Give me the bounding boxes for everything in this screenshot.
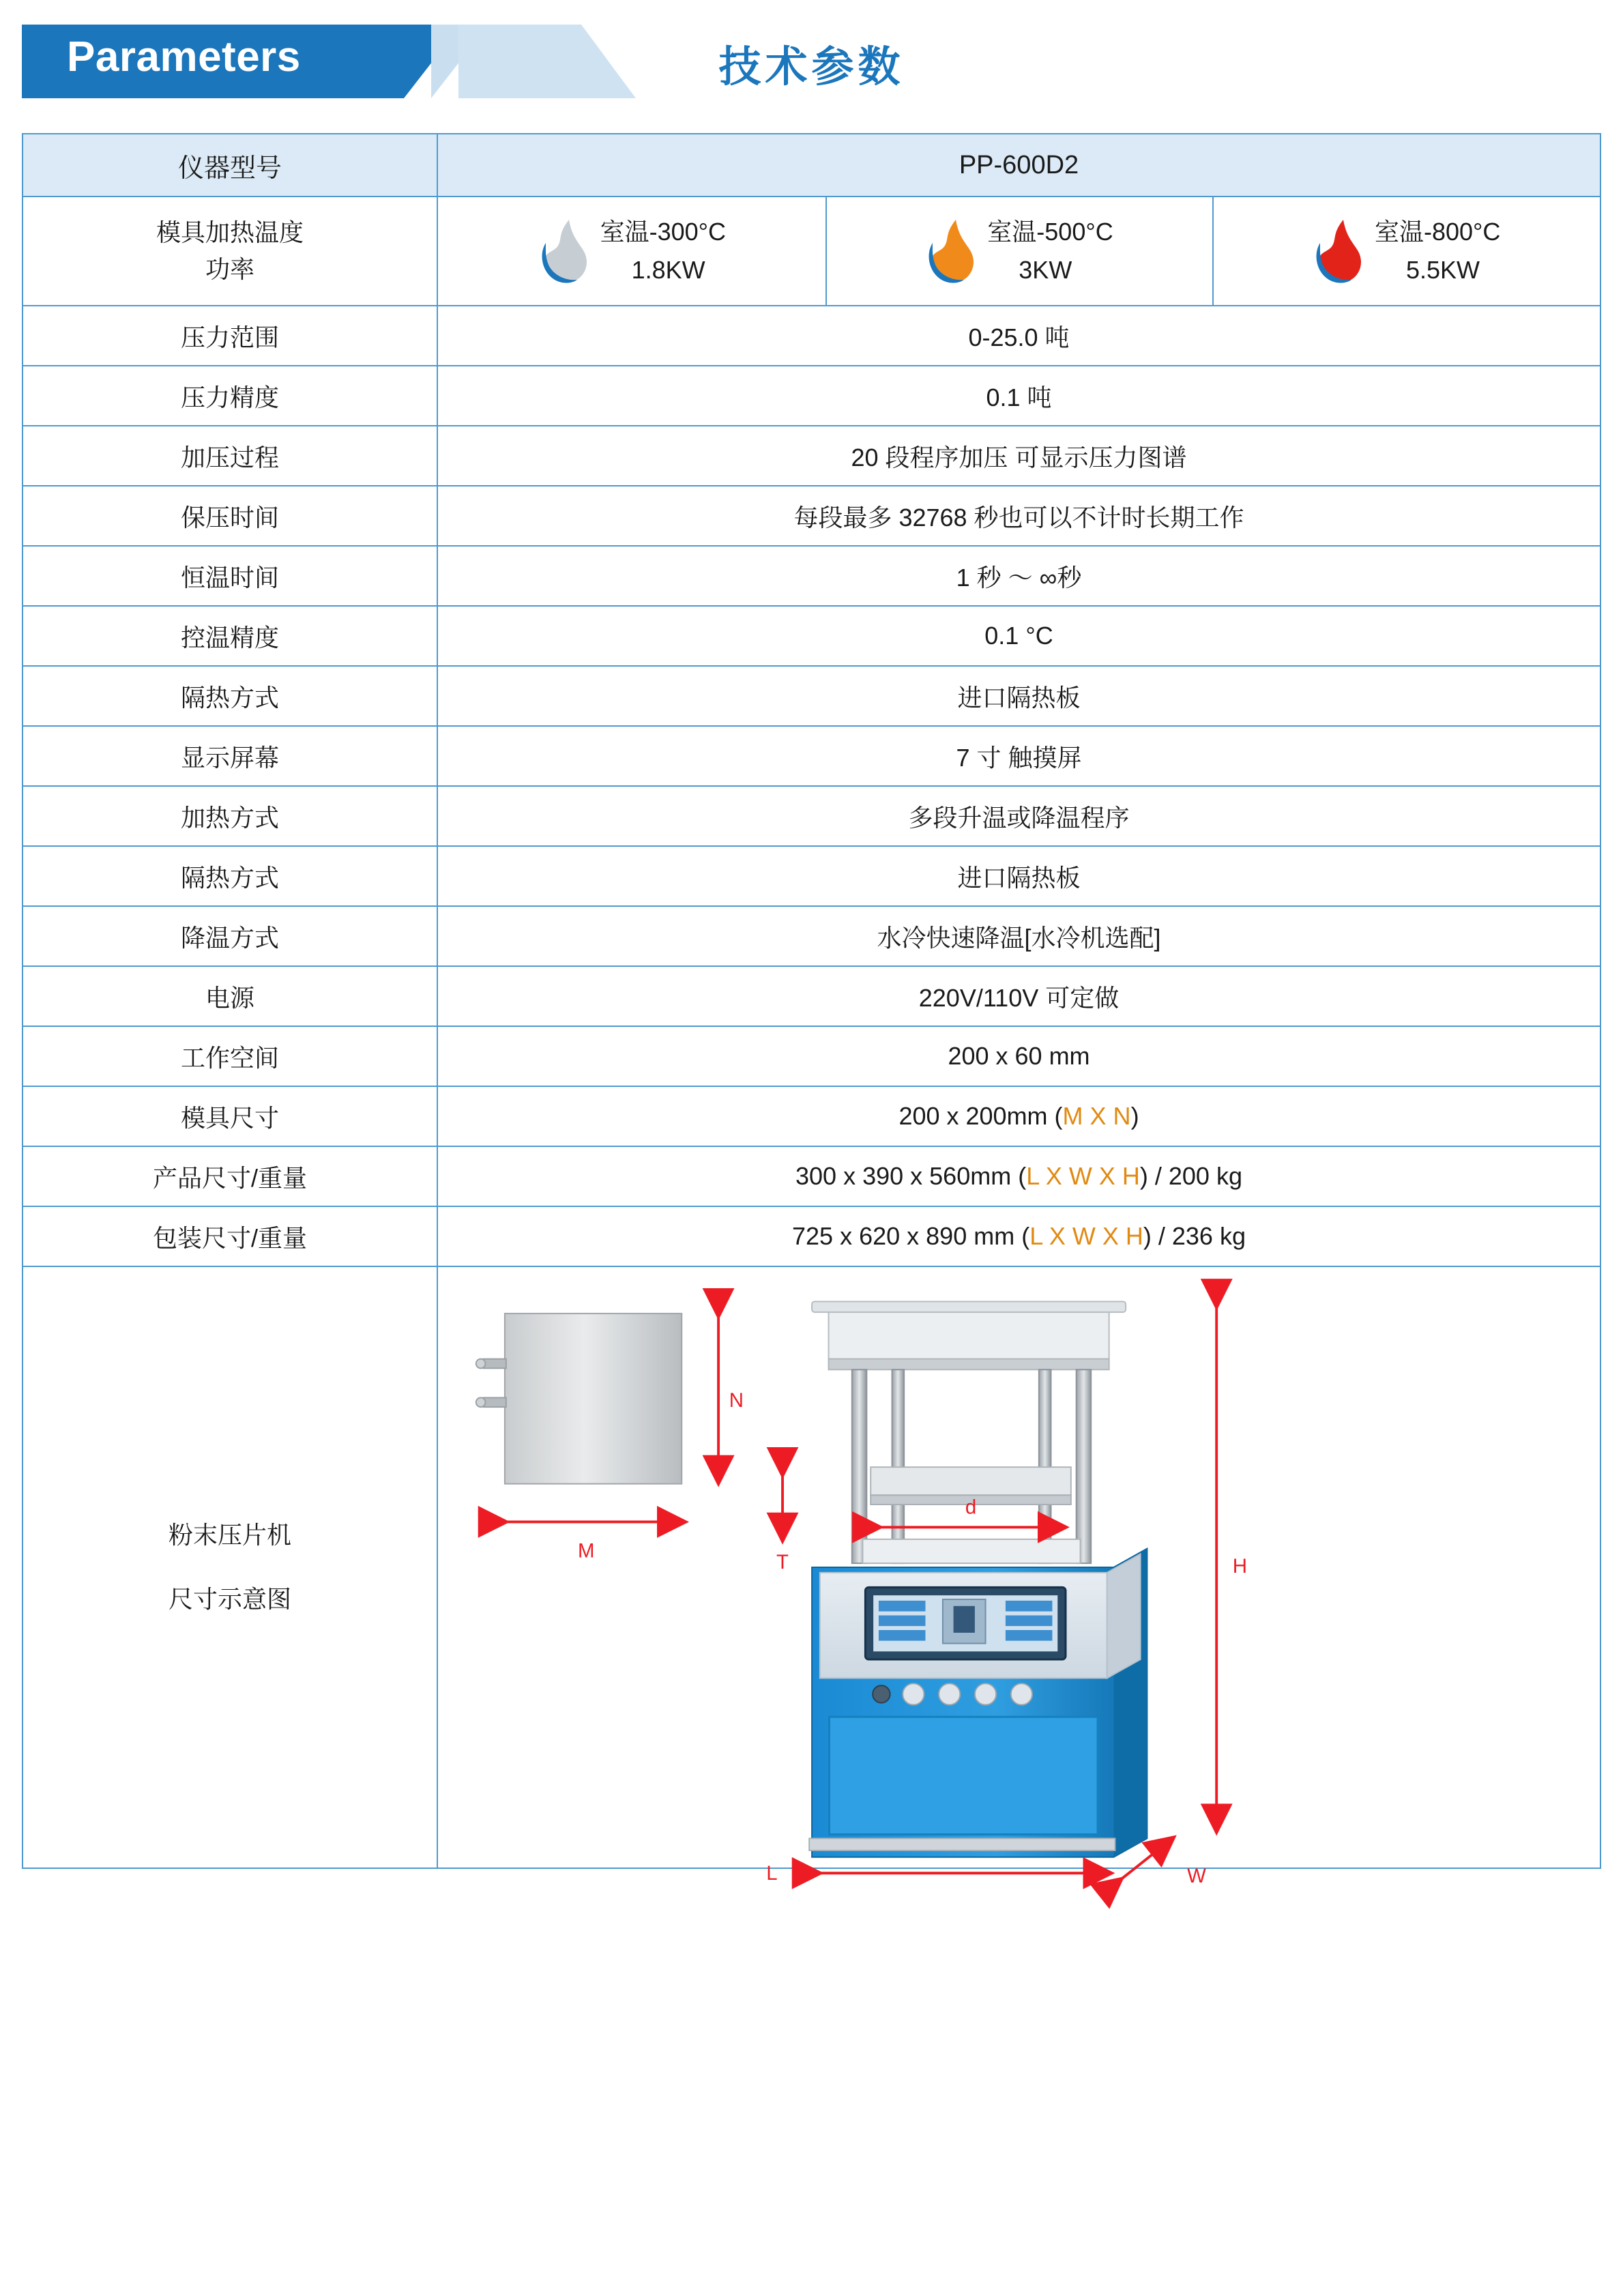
table-row xyxy=(23,666,1600,726)
dim-accent: L X W X H xyxy=(1029,1222,1143,1250)
heating-temperature: 室温-500°C xyxy=(987,218,1113,246)
heating-temperature: 室温-800°C xyxy=(1374,218,1501,246)
table-row xyxy=(23,1026,1600,1086)
page-header xyxy=(22,0,1601,133)
row-value xyxy=(437,1086,1600,1146)
diagram-svg xyxy=(438,1267,1600,1887)
row-value: 1 秒 ～ ∞秒 xyxy=(437,546,1600,606)
row-value: 进口隔热板 xyxy=(437,666,1600,726)
row-value: 200 x 60 mm xyxy=(437,1026,1600,1086)
diagram-label-line2: 尺寸示意图 xyxy=(168,1585,291,1613)
heating-power: 5.5KW xyxy=(1405,256,1480,284)
row-label: 产品尺寸/重量 xyxy=(23,1146,437,1206)
row-label-heating-line1: 模具加热温度 xyxy=(156,218,304,246)
row-value xyxy=(437,1206,1600,1266)
table-row xyxy=(23,1206,1600,1266)
table-row xyxy=(23,1086,1600,1146)
row-value: 220V/110V 可定做 xyxy=(437,966,1600,1026)
row-value: 水冷快速降温[水冷机选配] xyxy=(437,906,1600,966)
dimension-label-M: M xyxy=(578,1539,595,1563)
row-value: 进口隔热板 xyxy=(437,846,1600,906)
row-label: 模具尺寸 xyxy=(23,1086,437,1146)
parameters-table xyxy=(22,133,1601,1887)
dim-suffix: ) xyxy=(1130,1102,1139,1130)
heating-option xyxy=(825,197,1213,305)
table-row xyxy=(23,966,1600,1026)
flame-icon-orange xyxy=(924,216,978,287)
page-title-english: Parameters xyxy=(67,33,301,81)
row-label: 显示屏幕 xyxy=(23,726,437,786)
dimension-label-d: d xyxy=(965,1496,977,1519)
heating-power: 1.8KW xyxy=(631,256,705,284)
row-label: 加压过程 xyxy=(23,426,437,486)
dim-suffix: ) / 200 kg xyxy=(1139,1162,1242,1190)
row-label: 加热方式 xyxy=(23,786,437,846)
table-row-model xyxy=(23,134,1600,197)
table-row-heating xyxy=(23,197,1600,306)
row-label-heating-line2: 功率 xyxy=(205,255,254,283)
row-label: 工作空间 xyxy=(23,1026,437,1086)
row-label: 包装尺寸/重量 xyxy=(23,1206,437,1266)
mold-illustration xyxy=(476,1313,682,1484)
flame-icon-blue xyxy=(538,216,591,287)
row-label: 电源 xyxy=(23,966,437,1026)
row-value: 7 寸 触摸屏 xyxy=(437,726,1600,786)
diagram-label-line1: 粉末压片机 xyxy=(168,1521,291,1550)
diagram-cell xyxy=(437,1266,1600,1887)
table-row xyxy=(23,306,1600,366)
dimension-label-T: T xyxy=(776,1550,789,1573)
table-row xyxy=(23,906,1600,966)
row-label: 隔热方式 xyxy=(23,846,437,906)
row-value-heating xyxy=(437,197,1600,306)
dimension-label-H: H xyxy=(1232,1554,1247,1578)
heating-option xyxy=(1212,197,1600,305)
row-value: 20 段程序加压 可显示压力图谱 xyxy=(437,426,1600,486)
dim-accent: L X W X H xyxy=(1026,1162,1140,1190)
table-row xyxy=(23,726,1600,786)
row-label: 恒温时间 xyxy=(23,546,437,606)
dim-suffix: ) / 236 kg xyxy=(1143,1222,1246,1250)
row-label-diagram xyxy=(23,1266,437,1868)
row-value-model: PP-600D2 xyxy=(437,134,1600,197)
row-value: 每段最多 32768 秒也可以不计时长期工作 xyxy=(437,486,1600,546)
row-value xyxy=(437,1146,1600,1206)
row-label: 降温方式 xyxy=(23,906,437,966)
dimension-label-L: L xyxy=(766,1862,778,1885)
row-label: 压力精度 xyxy=(23,366,437,426)
row-value: 0-25.0 吨 xyxy=(437,306,1600,366)
row-label-model: 仪器型号 xyxy=(23,134,437,197)
row-label-heating xyxy=(23,197,437,306)
dimension-label-N: N xyxy=(729,1389,744,1412)
dim-accent: M X N xyxy=(1062,1102,1131,1130)
dimension-label-W: W xyxy=(1187,1864,1206,1887)
row-value: 多段升温或降温程序 xyxy=(437,786,1600,846)
heating-power: 3KW xyxy=(1019,256,1072,284)
table-row xyxy=(23,606,1600,666)
dim-prefix: 725 x 620 x 890 mm ( xyxy=(792,1222,1030,1250)
table-row xyxy=(23,366,1600,426)
row-label: 控温精度 xyxy=(23,606,437,666)
table-row xyxy=(23,486,1600,546)
machine-diagram xyxy=(438,1267,1600,1887)
row-label: 隔热方式 xyxy=(23,666,437,726)
row-value: 0.1 °C xyxy=(437,606,1600,666)
heating-option xyxy=(438,197,825,305)
table-row xyxy=(23,846,1600,906)
table-row xyxy=(23,1146,1600,1206)
heating-temperature: 室温-300°C xyxy=(600,218,727,246)
dim-prefix: 200 x 200mm ( xyxy=(898,1102,1063,1130)
page-title-chinese: 技术参数 xyxy=(718,44,905,91)
table-row xyxy=(23,426,1600,486)
row-label: 压力范围 xyxy=(23,306,437,366)
table-row-diagram xyxy=(23,1266,1600,1868)
dim-prefix: 300 x 390 x 560mm ( xyxy=(795,1162,1027,1190)
row-label: 保压时间 xyxy=(23,486,437,546)
table-row xyxy=(23,546,1600,606)
flame-icon-red xyxy=(1312,216,1365,287)
table-row xyxy=(23,786,1600,846)
press-machine-illustration xyxy=(809,1301,1147,1857)
row-value: 0.1 吨 xyxy=(437,366,1600,426)
